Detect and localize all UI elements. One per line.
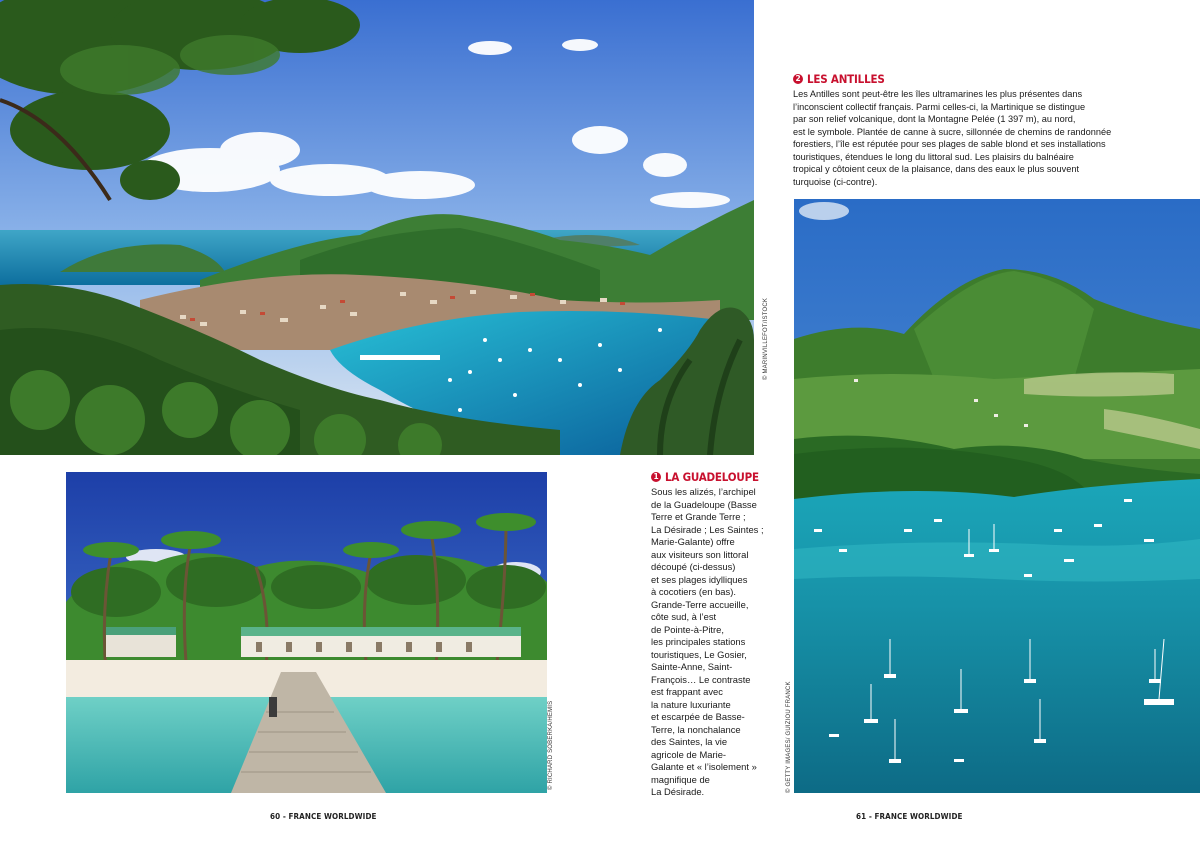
section-body: Sous les alizés, l’archipel de la Guadeloupe (Basse Terre et Grande Terre ; La Désirade ; Les Saintes ; Marie-Galante) offre aux visiteurs son littoral découpé (ci-dessus) et ses plages idylliques à cocotiers (en bas). Grande-Terre accueille, côte sud, à l’est de Pointe-à-Pitre, les principales stations touristiques, Le Gosier, Sainte-Anne, Saint- François… Le contraste est frappant avec la nature luxuriante et escarpée de Basse- Terre, la nonchalance des Saintes, la vie agricole de Marie- Galante et « l’isolement » magnifique de La Désirade. [651, 486, 764, 797]
section-body: Les Antilles sont peut-être les îles ultramarines les plus présentes dans l’inconscient collectif français. Parmi celles-ci, la Martinique se distingue par son relief volcanique, dont la Montagne Pelée (1 397 m), au nord, est le symbole. Plantée de canne à sucre, sillonnée de chemins de randonnée forestiers, l’île est réputée pour ses plages de sable blond et ses installations touristiques, étendues le long du littoral sud. Les plaisirs du balnéaire tropical y côtoient ceux de la plaisance, dans des eaux le plus souvent turquoise (ci-contre). [793, 89, 1112, 187]
page-folio-right: 61 - FRANCE WORLDWIDE [856, 812, 963, 821]
photo-credit-top: © MARINVILLEFOT/ISTOCK [763, 297, 769, 380]
photo-beach-pier [66, 472, 547, 793]
section-title: LA GUADELOUPE [665, 470, 759, 484]
page-folio-left: 60 - FRANCE WORLDWIDE [270, 812, 377, 821]
photo-credit-right: © GETTY IMAGES/ GUIZIOU FRANCK [786, 681, 792, 793]
section-guadeloupe [651, 470, 781, 799]
section-antilles [793, 72, 1183, 188]
section-heading-antilles [793, 72, 1183, 86]
photo-martinique-bay [794, 199, 1200, 793]
section-heading-guadeloupe [651, 470, 781, 484]
section-title: LES ANTILLES [807, 72, 885, 86]
section-number-badge: 1 [651, 472, 661, 482]
photo-les-saintes-bay [0, 0, 754, 455]
section-number-badge: 2 [793, 74, 803, 84]
photo-credit-bottom-left: © RICHARD SOBERKA/HEMIS [548, 700, 554, 790]
